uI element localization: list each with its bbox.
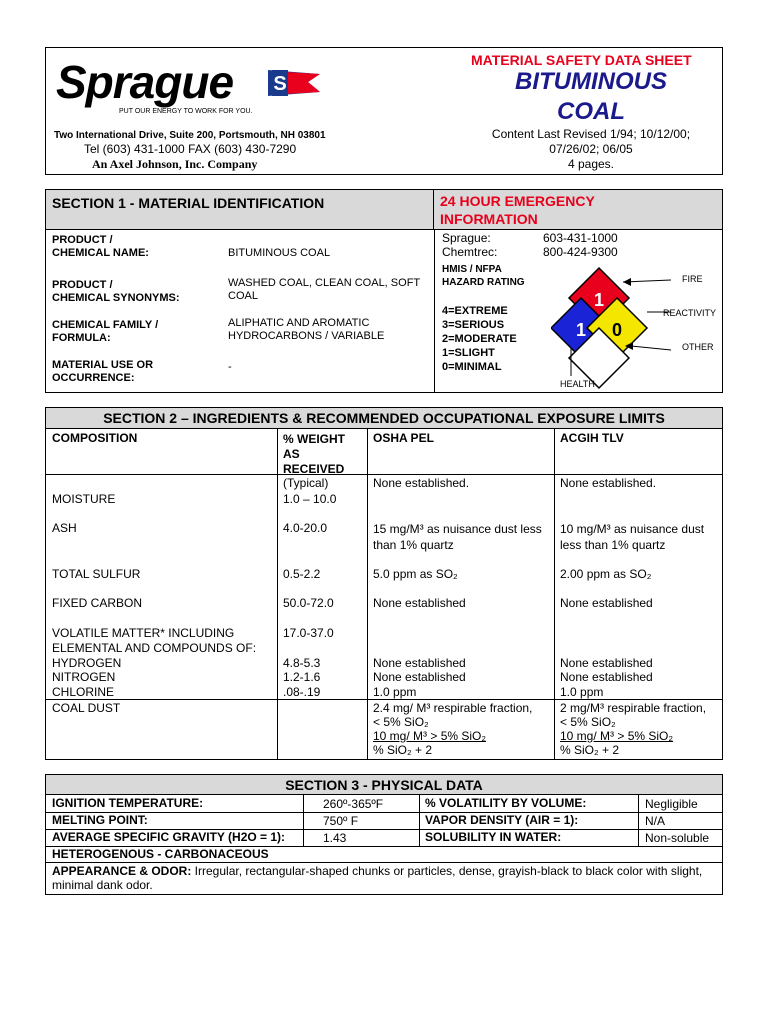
prop-volatility-value: Negligible: [645, 797, 698, 811]
logo-flag-icon: [268, 66, 320, 98]
emergency-header: [434, 190, 722, 230]
comp-ash: ASH: [52, 521, 77, 535]
prop-volatility-label: % VOLATILITY BY VOLUME:: [425, 796, 587, 810]
scale-0: 0=MINIMAL: [442, 361, 502, 373]
wt-ash: 4.0-20.0: [283, 521, 328, 535]
logo-tagline: PUT OUR ENERGY TO WORK FOR YOU.: [119, 108, 253, 115]
prop-ignition-label: IGNITION TEMPERATURE:: [52, 796, 204, 810]
prop-vapor-label: VAPOR DENSITY (AIR = 1):: [425, 813, 579, 827]
osha-moisture: None established.: [373, 476, 470, 490]
appearance-value: Irregular, rectangular-shaped chunks or particles, dense, grayish-black to black color with slight, minimal dank odor.: [52, 864, 703, 892]
acgih-ash: 10 mg/M³ as nuisance dust less than 1% quartz: [560, 522, 705, 552]
acgih-hydrogen: None established: [560, 656, 653, 670]
appearance-label: APPEARANCE & ODOR:: [52, 864, 192, 878]
wt-chlorine: .08-.19: [283, 685, 321, 699]
header-row-line: [46, 474, 722, 475]
doc-type: MATERIAL SAFETY DATA SHEET: [471, 52, 692, 68]
col-header-composition: COMPOSITION: [52, 431, 138, 445]
id-value-synonyms: WASHED COAL, CLEAN COAL, SOFT COAL: [228, 277, 421, 302]
diamond-reactivity-value: 0: [611, 320, 623, 340]
scale-2: 2=MODERATE: [442, 333, 517, 345]
heterogenous-label: HETEROGENOUS - CARBONACEOUS: [52, 847, 269, 861]
comp-moisture: MOISTURE: [52, 492, 116, 506]
wt-carbon: 50.0-72.0: [283, 596, 334, 610]
section2-header: [46, 408, 722, 429]
section3-box: [45, 774, 723, 895]
prop-solubility-label: SOLUBILITY IN WATER:: [425, 830, 562, 844]
hmis-label-line1: HMIS / NFPA: [442, 264, 502, 275]
contact-chemtrec-phone: 800-424-9300: [543, 245, 618, 259]
osha-carbon: None established: [373, 596, 466, 610]
comp-volatile: VOLATILE MATTER* INCLUDING ELEMENTAL AND COMPOUNDS OF:: [52, 626, 257, 655]
company-parent: An Axel Johnson, Inc. Company: [92, 157, 258, 171]
company-address: Two International Drive, Suite 200, Portsmouth, NH 03801: [54, 130, 326, 141]
section1-divider: [434, 230, 435, 392]
acgih-sulfur: 2.00 ppm as SO₂: [560, 567, 652, 581]
section3-header: [46, 775, 722, 795]
section2-box: [45, 407, 723, 760]
acgih-chlorine: 1.0 ppm: [560, 685, 604, 699]
prop-melting-label: MELTING POINT:: [52, 813, 148, 827]
osha-ash: 15 mg/M³ as nuisance dust less than 1% quartz: [373, 522, 542, 552]
scale-3: 3=SERIOUS: [442, 319, 505, 331]
acgih-coal-dust: 2 mg/M³ respirable fraction, < 5% SiO₂ 10 mg/ M³ > 5% SiO₂ % SiO₂ + 2: [560, 701, 707, 757]
id-row-chemical-name: PRODUCT / CHEMICAL NAME:: [52, 234, 149, 259]
col-header-osha: OSHA PEL: [373, 431, 434, 445]
s3-vline-2: [419, 795, 420, 846]
page-count: 4 pages.: [567, 157, 615, 171]
osha-sulfur: 5.0 ppm as SO₂: [373, 567, 458, 581]
section3-title: SECTION 3 - PHYSICAL DATA: [285, 777, 483, 793]
wt-nitrogen: 1.2-1.6: [283, 670, 321, 684]
logo-wordmark: Sprague: [56, 56, 234, 108]
diamond-fire-value: 1: [593, 290, 605, 310]
id-row-use: MATERIAL USE OR OCCURRENCE:: [52, 359, 154, 384]
section1-box: [45, 189, 723, 393]
id-value-family: ALIPHATIC AND AROMATIC HYDROCARBONS / VARIABLE: [228, 317, 385, 342]
header-box: [45, 47, 723, 175]
coal-dust-row-line: [46, 699, 722, 700]
comp-sulfur: TOTAL SULFUR: [52, 567, 141, 581]
wt-sulfur: 0.5-2.2: [283, 567, 321, 581]
emergency-title-line1: 24 HOUR EMERGENCY: [440, 193, 595, 209]
diamond-label-health: HEALTH: [560, 379, 595, 389]
appearance-row: [52, 864, 716, 892]
doc-title-line2: COAL: [557, 98, 625, 125]
hazard-scale: [442, 304, 517, 374]
id-value-use: -: [228, 361, 232, 373]
s3-line-4: [46, 862, 722, 863]
id-value-chemical-name: BITUMINOUS COAL: [228, 247, 331, 259]
prop-solubility-value: Non-soluble: [645, 831, 710, 845]
company-phone: Tel (603) 431-1000 FAX (603) 430-7290: [84, 142, 297, 156]
s3-vline-1: [303, 795, 304, 846]
contact-chemtrec-name: Chemtrec:: [442, 245, 498, 259]
prop-gravity-label: AVERAGE SPECIFIC GRAVITY (H2O = 1):: [52, 830, 286, 844]
revision-line1: Content Last Revised 1/94; 10/12/00;: [491, 127, 691, 141]
wt-moisture: 1.0 – 10.0: [283, 492, 337, 506]
prop-ignition-value: 260º-365ºF: [323, 797, 384, 811]
nfpa-diamond-icon: [551, 262, 731, 392]
diamond-label-other: OTHER: [682, 342, 714, 352]
wt-hydrogen: 4.8-5.3: [283, 656, 321, 670]
comp-carbon: FIXED CARBON: [52, 596, 143, 610]
col-header-weight: % WEIGHT AS RECEIVED: [283, 432, 345, 476]
scale-4: 4=EXTREME: [442, 305, 508, 317]
hmis-label-line2: HAZARD RATING: [442, 277, 525, 288]
diamond-health-value: 1: [575, 320, 587, 340]
section2-title: SECTION 2 – INGREDIENTS & RECOMMENDED OCCUPATIONAL EXPOSURE LIMITS: [103, 410, 665, 426]
diamond-label-reactivity: REACTIVITY: [663, 308, 717, 318]
emergency-title-line2: INFORMATION: [440, 211, 538, 227]
osha-chlorine: 1.0 ppm: [373, 685, 417, 699]
svg-text:S: S: [273, 73, 287, 95]
contact-sprague-name: Sprague:: [442, 231, 491, 245]
osha-nitrogen: None established: [373, 670, 466, 684]
col-divider-3: [554, 429, 555, 759]
prop-vapor-value: N/A: [645, 814, 666, 828]
col-header-acgih: ACGIH TLV: [560, 431, 624, 445]
col-divider-2: [367, 429, 368, 759]
wt-volatile: 17.0-37.0: [283, 626, 334, 640]
doc-title-line1: BITUMINOUS: [515, 68, 667, 95]
comp-coal-dust: COAL DUST: [52, 701, 121, 715]
scale-1: 1=SLIGHT: [442, 347, 495, 359]
comp-nitrogen: NITROGEN: [52, 670, 116, 684]
col-divider-1: [277, 429, 278, 759]
diamond-label-fire: FIRE: [682, 274, 703, 284]
id-row-family: CHEMICAL FAMILY / FORMULA:: [52, 319, 159, 344]
acgih-carbon: None established: [560, 596, 653, 610]
section1-header: [46, 190, 434, 230]
s3-vline-3: [638, 795, 639, 846]
comp-chlorine: CHLORINE: [52, 685, 115, 699]
revision-line2: 07/26/02; 06/05: [549, 142, 633, 156]
osha-coal-dust: 2.4 mg/ M³ respirable fraction, < 5% SiO₂ 10 mg/ M³ > 5% SiO₂ % SiO₂ + 2: [373, 701, 533, 757]
section1-title: SECTION 1 - MATERIAL IDENTIFICATION: [52, 195, 325, 211]
prop-gravity-value: 1.43: [323, 831, 347, 845]
contact-sprague-phone: 603-431-1000: [543, 231, 618, 245]
typical-note: (Typical): [283, 476, 329, 490]
acgih-moisture: None established.: [560, 476, 657, 490]
acgih-nitrogen: None established: [560, 670, 653, 684]
company-logo: [56, 56, 326, 116]
prop-melting-value: 750º F: [323, 814, 359, 828]
osha-hydrogen: None established: [373, 656, 466, 670]
id-row-synonyms: PRODUCT / CHEMICAL SYNONYMS:: [52, 279, 180, 304]
comp-hydrogen: HYDROGEN: [52, 656, 122, 670]
